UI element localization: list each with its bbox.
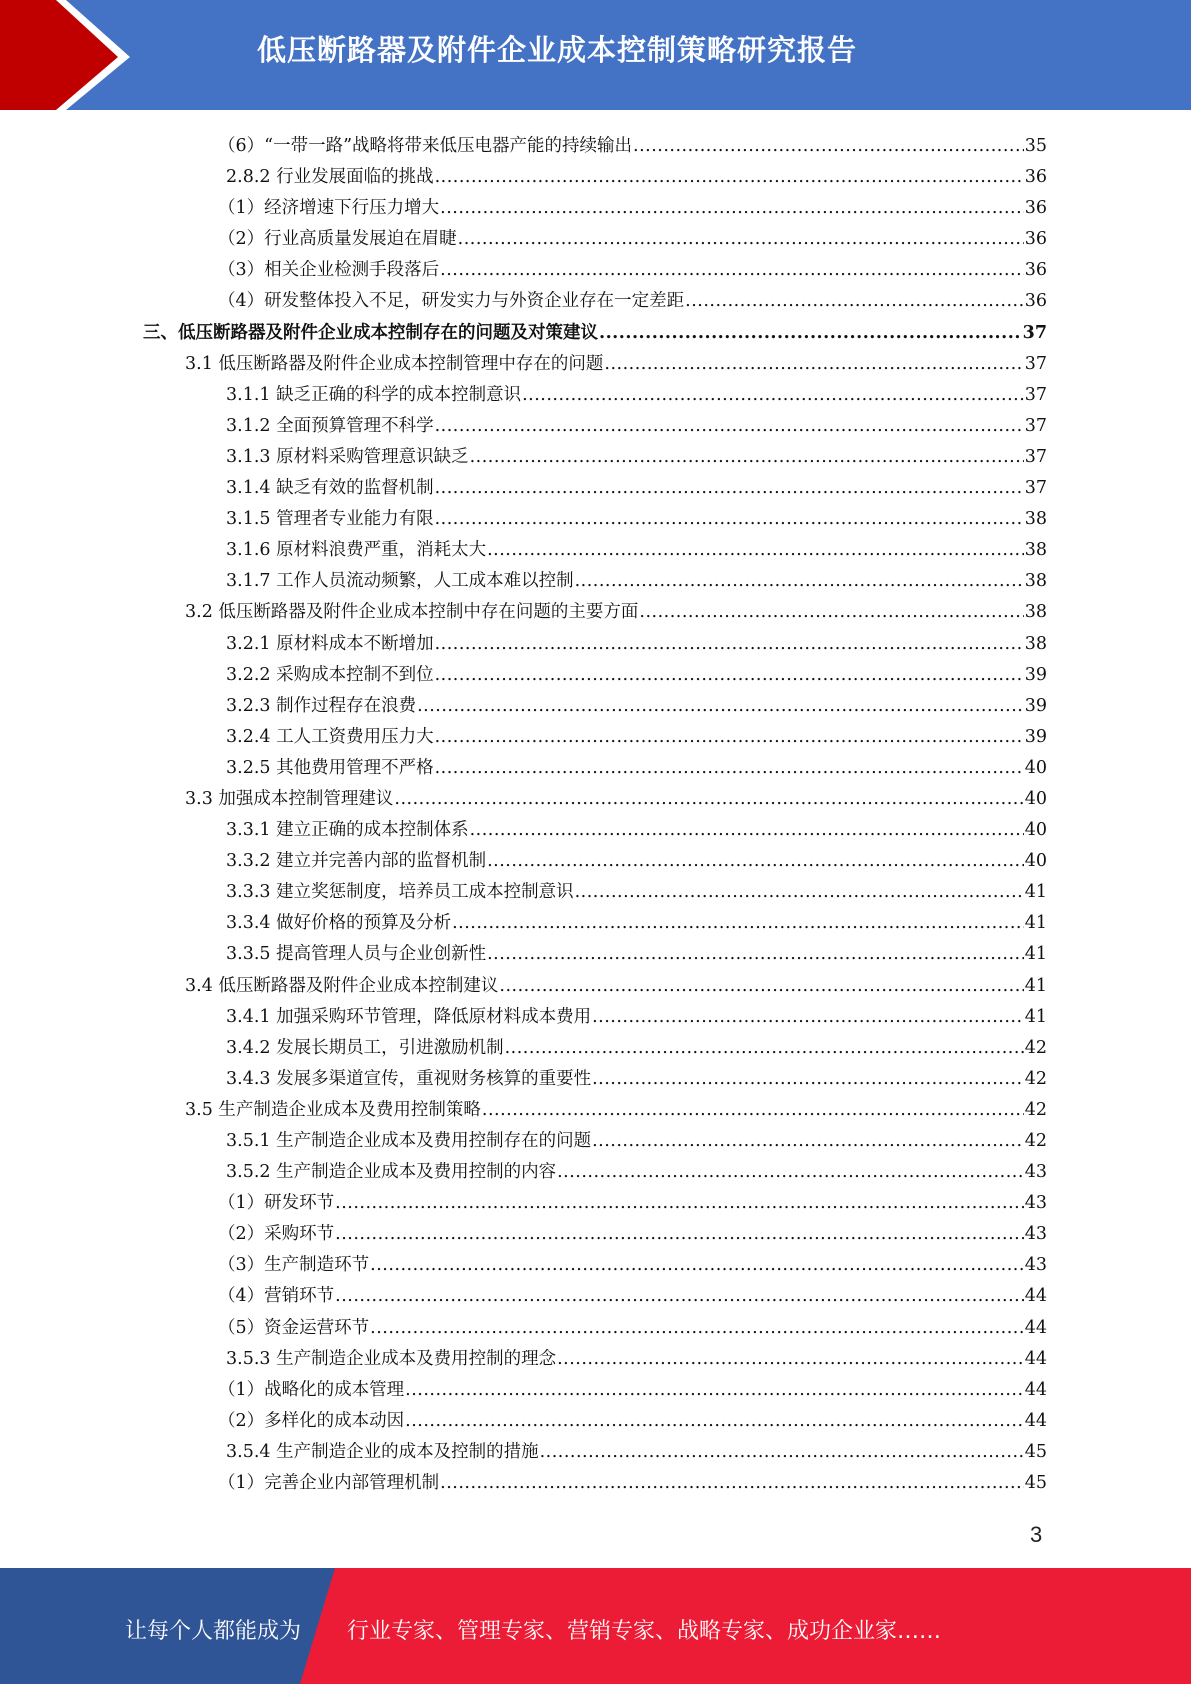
toc-entry[interactable] [0, 411, 1191, 442]
toc-entry[interactable] [0, 784, 1191, 815]
toc-entry-page: 38 [1024, 633, 1047, 654]
toc-entry-title: 3.4 低压断路器及附件企业成本控制建议 [185, 975, 499, 996]
toc-entry-page: 42 [1024, 1068, 1047, 1089]
dot-leader [592, 1064, 1024, 1095]
toc-entry-page: 39 [1024, 695, 1047, 716]
toc-entry-page: 45 [1024, 1473, 1047, 1494]
toc-entry[interactable] [0, 1375, 1191, 1406]
dot-leader [482, 1095, 1024, 1126]
dot-leader [458, 224, 1024, 255]
toc-entry-page: 43 [1024, 1162, 1047, 1183]
toc-entry[interactable] [0, 224, 1191, 255]
toc-entry-title: （3）相关企业检测手段落后 [218, 260, 440, 281]
page-number: 3 [1030, 1522, 1043, 1547]
toc-entry[interactable] [0, 1468, 1191, 1499]
page-header [0, 0, 1191, 110]
toc-entry[interactable] [0, 162, 1191, 193]
toc-entry[interactable] [0, 1313, 1191, 1344]
toc-entry[interactable] [0, 1250, 1191, 1281]
toc-entry[interactable] [0, 504, 1191, 535]
dot-leader [557, 1157, 1024, 1188]
dot-leader [487, 846, 1024, 877]
toc-entry-title: 3.1 低压断路器及附件企业成本控制管理中存在的问题 [185, 353, 604, 374]
dot-leader [335, 1281, 1024, 1312]
dot-leader [335, 1219, 1024, 1250]
toc-entry-title: （4）研发整体投入不足，研发实力与外资企业存在一定差距 [218, 291, 685, 312]
page-footer [0, 1568, 1191, 1684]
dot-leader [405, 1375, 1024, 1406]
dot-leader [435, 629, 1024, 660]
dot-leader [599, 318, 1022, 349]
dot-leader [405, 1406, 1024, 1437]
dot-leader [440, 1468, 1024, 1499]
toc-entry-title: 3.3.2 建立并完善内部的监督机制 [226, 851, 487, 872]
toc-entry[interactable] [0, 753, 1191, 784]
toc-entry[interactable] [0, 131, 1191, 162]
dot-leader [417, 691, 1024, 722]
report-title: 低压断路器及附件企业成本控制策略研究报告 [257, 33, 858, 67]
toc-entry-page: 43 [1024, 1193, 1047, 1214]
toc-entry[interactable] [0, 349, 1191, 380]
toc-entry-page: 38 [1024, 509, 1047, 530]
toc-entry-page: 37 [1024, 415, 1047, 436]
toc-entry-title: 3.1.3 原材料采购管理意识缺乏 [226, 446, 469, 467]
dot-leader [592, 1126, 1024, 1157]
toc-entry-title: 3.2.4 工人工资费用压力大 [226, 726, 434, 747]
toc-entry-title: 3.5.4 生产制造企业的成本及控制的措施 [226, 1441, 539, 1462]
dot-leader [685, 286, 1024, 317]
dot-leader [639, 597, 1023, 628]
dot-leader [499, 971, 1023, 1002]
dot-leader [487, 939, 1024, 970]
toc-entry-page: 41 [1024, 882, 1047, 903]
toc-entry[interactable] [0, 1437, 1191, 1468]
toc-entry-page: 41 [1024, 944, 1047, 965]
footer-slogan-left: 让每个人都能成为 [125, 1619, 302, 1644]
toc-entry[interactable] [0, 1406, 1191, 1437]
toc-entry-title: 三、低压断路器及附件企业成本控制存在的问题及对策建议 [143, 322, 598, 343]
toc-entry[interactable] [0, 286, 1191, 317]
toc-entry-page: 36 [1024, 260, 1047, 281]
toc-entry-page: 37 [1024, 353, 1047, 374]
table-of-contents [0, 131, 1191, 1499]
toc-entry-page: 44 [1024, 1379, 1047, 1400]
dot-leader [540, 1437, 1024, 1468]
dot-leader [487, 535, 1024, 566]
toc-entry[interactable] [0, 846, 1191, 877]
toc-entry-title: （4）营销环节 [218, 1286, 335, 1307]
dot-leader [470, 815, 1024, 846]
toc-entry-title: （1）完善企业内部管理机制 [218, 1473, 440, 1494]
toc-entry-title: 3.3 加强成本控制管理建议 [185, 788, 394, 809]
toc-entry-title: 3.1.1 缺乏正确的科学的成本控制意识 [226, 384, 522, 405]
toc-entry-title: 3.3.4 做好价格的预算及分析 [226, 913, 452, 934]
toc-entry-page: 38 [1024, 540, 1047, 561]
toc-entry-page: 43 [1024, 1224, 1047, 1245]
toc-entry-title: 3.1.2 全面预算管理不科学 [226, 415, 434, 436]
toc-entry[interactable] [0, 908, 1191, 939]
toc-entry-page: 38 [1024, 571, 1047, 592]
toc-entry[interactable] [0, 1219, 1191, 1250]
toc-entry[interactable] [0, 255, 1191, 286]
toc-entry[interactable] [0, 660, 1191, 691]
toc-entry[interactable] [0, 566, 1191, 597]
toc-entry[interactable] [0, 877, 1191, 908]
dot-leader [394, 784, 1023, 815]
toc-entry-title: 3.4.3 发展多渠道宣传，重视财务核算的重要性 [226, 1068, 592, 1089]
toc-entry-page: 36 [1024, 291, 1047, 312]
toc-entry[interactable] [0, 1002, 1191, 1033]
toc-entry-page: 35 [1024, 136, 1047, 156]
dot-leader [435, 473, 1024, 504]
toc-entry-title: 3.2.1 原材料成本不断增加 [226, 633, 434, 654]
toc-entry-title: 3.3.3 建立奖惩制度，培养员工成本控制意识 [226, 882, 574, 903]
toc-entry-title: （2）多样化的成本动因 [218, 1410, 405, 1431]
footer-slogan-right: 行业专家、管理专家、营销专家、战略专家、成功企业家…… [347, 1619, 942, 1644]
toc-entry[interactable] [0, 473, 1191, 504]
toc-entry-page: 42 [1024, 1099, 1047, 1120]
toc-entry[interactable] [0, 1188, 1191, 1219]
dot-leader [435, 753, 1024, 784]
toc-entry-title: 3.1.6 原材料浪费严重，消耗太大 [226, 540, 487, 561]
toc-entry-page: 40 [1024, 851, 1047, 872]
toc-entry[interactable] [0, 691, 1191, 722]
toc-entry[interactable] [0, 535, 1191, 566]
toc-entry-title: 3.5.2 生产制造企业成本及费用控制的内容 [226, 1162, 557, 1183]
toc-entry-page: 44 [1024, 1286, 1047, 1307]
dot-leader [592, 1002, 1024, 1033]
toc-entry[interactable] [0, 815, 1191, 846]
toc-entry-title: （6）“一带一路”战略将带来低压电器产能的持续输出 [218, 136, 633, 156]
dot-leader [435, 162, 1024, 193]
toc-entry-title: 3.2.3 制作过程存在浪费 [226, 695, 417, 716]
dot-leader [505, 1033, 1024, 1064]
toc-entry-page: 37 [1024, 384, 1047, 405]
toc-entry-title: 3.1.4 缺乏有效的监督机制 [226, 478, 434, 499]
toc-entry[interactable] [0, 1033, 1191, 1064]
dot-leader [575, 566, 1024, 597]
toc-entry-page: 41 [1024, 913, 1047, 934]
toc-entry-title: 3.2 低压断路器及附件企业成本控制中存在问题的主要方面 [185, 602, 639, 623]
toc-entry-title: （1）研发环节 [218, 1193, 335, 1214]
toc-entry-page: 36 [1024, 229, 1047, 250]
dot-leader [633, 131, 1024, 162]
toc-entry-page: 41 [1024, 975, 1047, 996]
toc-entry[interactable] [0, 1095, 1191, 1126]
dot-leader [435, 722, 1024, 753]
toc-entry-title: （5）资金运营环节 [218, 1317, 370, 1338]
toc-entry-title: 3.5.1 生产制造企业成本及费用控制存在的问题 [226, 1131, 592, 1151]
dot-leader [470, 442, 1024, 473]
toc-entry-title: 3.2.2 采购成本控制不到位 [226, 664, 434, 685]
toc-entry-title: （2）行业高质量发展迫在眉睫 [218, 229, 457, 250]
toc-entry-title: 3.2.5 其他费用管理不严格 [226, 757, 434, 778]
toc-entry[interactable] [0, 1281, 1191, 1312]
toc-entry-title: 3.1.5 管理者专业能力有限 [226, 509, 434, 530]
toc-entry-page: 37 [1024, 478, 1047, 499]
toc-entry-page: 36 [1024, 167, 1047, 188]
toc-entry-page: 44 [1024, 1410, 1047, 1431]
toc-entry-page: 37 [1024, 446, 1047, 467]
toc-entry-page: 36 [1024, 198, 1047, 219]
toc-entry-page: 42 [1024, 1037, 1047, 1058]
dot-leader [557, 1344, 1024, 1375]
dot-leader [440, 193, 1024, 224]
toc-entry-page: 45 [1024, 1441, 1047, 1462]
toc-entry-title: 3.3.1 建立正确的成本控制体系 [226, 820, 469, 841]
toc-entry-page: 43 [1024, 1255, 1047, 1276]
toc-entry[interactable] [0, 1157, 1191, 1188]
toc-entry-page: 44 [1024, 1317, 1047, 1338]
toc-entry[interactable] [0, 1344, 1191, 1375]
toc-entry-page: 39 [1024, 726, 1047, 747]
toc-entry-page: 42 [1024, 1131, 1047, 1151]
toc-entry-page: 44 [1024, 1348, 1047, 1369]
header-arrow-decoration [0, 0, 140, 110]
dot-leader [435, 660, 1024, 691]
dot-leader [370, 1313, 1024, 1344]
toc-entry-title: 3.1.7 工作人员流动频繁，人工成本难以控制 [226, 571, 574, 592]
dot-leader [435, 411, 1024, 442]
toc-entry-page: 37 [1022, 322, 1047, 343]
dot-leader [522, 380, 1024, 411]
toc-entry-title: （1）经济增速下行压力增大 [218, 198, 440, 219]
toc-entry[interactable] [0, 1126, 1191, 1157]
toc-entry[interactable] [0, 442, 1191, 473]
toc-entry[interactable] [0, 1064, 1191, 1095]
dot-leader [440, 255, 1024, 286]
toc-entry-title: （1）战略化的成本管理 [218, 1379, 405, 1400]
dot-leader [435, 504, 1024, 535]
dot-leader [370, 1250, 1024, 1281]
dot-leader [452, 908, 1024, 939]
toc-entry-title: 3.4.2 发展长期员工，引进激励机制 [226, 1037, 504, 1058]
toc-entry-page: 41 [1024, 1006, 1047, 1027]
toc-entry-title: 3.5.3 生产制造企业成本及费用控制的理念 [226, 1348, 557, 1369]
toc-entry-page: 40 [1024, 820, 1047, 841]
toc-entry[interactable] [0, 380, 1191, 411]
toc-entry-title: （2）采购环节 [218, 1224, 335, 1245]
toc-entry-title: 3.3.5 提高管理人员与企业创新性 [226, 944, 487, 965]
toc-entry-title: 3.4.1 加强采购环节管理，降低原材料成本费用 [226, 1006, 592, 1027]
toc-entry[interactable] [0, 193, 1191, 224]
dot-leader [575, 877, 1024, 908]
toc-entry-page: 38 [1024, 602, 1047, 623]
toc-entry[interactable] [0, 597, 1191, 628]
dot-leader [335, 1188, 1024, 1219]
toc-entry[interactable] [0, 318, 1191, 349]
toc-entry-page: 40 [1024, 788, 1047, 809]
toc-entry[interactable] [0, 629, 1191, 660]
toc-entry-title: 2.8.2 行业发展面临的挑战 [226, 167, 434, 188]
toc-entry-title: 3.5 生产制造企业成本及费用控制策略 [185, 1099, 481, 1120]
toc-entry-page: 40 [1024, 757, 1047, 778]
toc-entry[interactable] [0, 971, 1191, 1002]
toc-entry[interactable] [0, 939, 1191, 970]
toc-entry[interactable] [0, 722, 1191, 753]
dot-leader [604, 349, 1023, 380]
toc-entry-page: 39 [1024, 664, 1047, 685]
toc-entry-title: （3）生产制造环节 [218, 1255, 370, 1276]
